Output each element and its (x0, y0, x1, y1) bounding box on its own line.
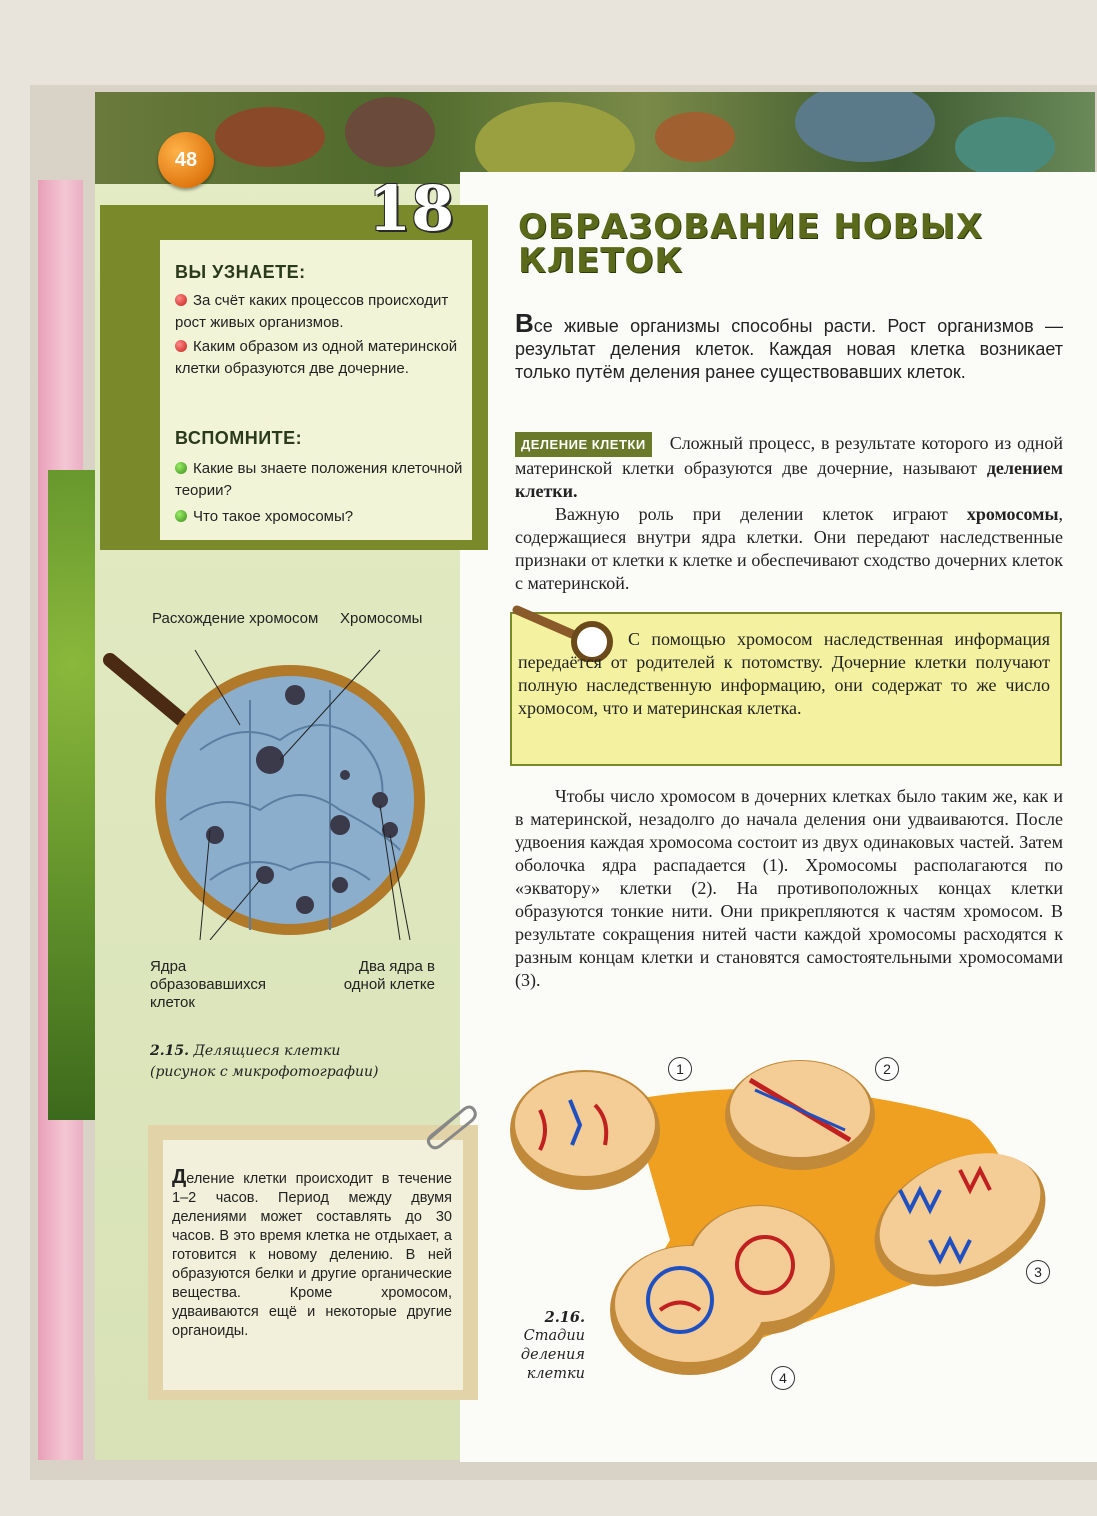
fig-2-16-caption (505, 1308, 585, 1384)
stage-4-cell (610, 1205, 835, 1375)
fig-2-15-caption (150, 1043, 340, 1059)
para2-post: , содержащиеся внутри ядра клетки. Они передают наследственные признаки от клетки к клетке и обеспечивают сходство дочерних клеток с материнской. (515, 504, 1063, 593)
recall-item-1-text: Какие вы знаете положения клеточной теории? (175, 460, 463, 499)
learn-item-2-text: Каким образом из одной материнской клетки образуются две дочерние. (175, 338, 458, 377)
section-tag: ДЕЛЕНИЕ КЛЕТКИ (515, 432, 652, 457)
para2-pre: Важную роль при делении клеток играют (555, 504, 967, 524)
stage-number-1: 1 (668, 1057, 692, 1081)
fig-2-16-line1: Стадии (523, 1328, 585, 1344)
nucleus (296, 896, 314, 914)
nucleus (340, 770, 350, 780)
learn-item-1-text: За счёт каких процессов происходит рост живых организмов. (175, 292, 449, 331)
lead-dropcap: В (515, 308, 534, 338)
microscope-figure (100, 640, 460, 940)
fig-2-16-num: 2.16. (544, 1309, 585, 1326)
recall-heading: ВСПОМНИТЕ: (175, 428, 303, 448)
para1-text: Сложный процесс, в результате которого из одной материнской клетки образуются две дочерние, называют (515, 433, 1063, 478)
learn-item-2 (175, 336, 465, 380)
nucleus (330, 815, 350, 835)
lesson-title (518, 207, 984, 281)
green-bullet-icon (175, 510, 187, 522)
paragraph-3: Чтобы число хромосом в дочерних клетках было таким же, как и в материнской, незадолго до начала деления они удваиваются. После удвоения каждая хромосома состоит из двух одинаковых частей. Затем оболочка ядра распадается (1). Хромосомы располагаются по «экватору» клетки (2). На противоположных концах клетки образуются тонкие нити. Они прикрепляются к частям хромосом. В результате сокращения нитей части каждой хромосомы расходятся к разным концам клетки и становятся самостоятельными хромосомами (3). (515, 786, 1063, 990)
lead-paragraph (515, 308, 1063, 384)
title-line-1: ОБРАЗОВАНИЕ НОВЫХ (518, 207, 984, 247)
recall-item-1 (175, 458, 465, 502)
side-note-text (172, 1168, 452, 1341)
key-info-text-content: С помощью хромосом наследственная информация передаётся от родителей к потомству. Дочерние клетки получают полную наследственную информацию, они содержат то же число хромосом, что и материнская клетка. (518, 629, 1050, 718)
nucleus (332, 877, 348, 893)
paragraph-1 (515, 432, 1063, 503)
red-bullet-icon (175, 294, 187, 306)
key-info-text (518, 628, 1050, 720)
para1-term: делением клетки. (515, 458, 1063, 501)
fig-2-16-line2: деления (520, 1347, 585, 1363)
label-nuclei: Ядра образовавшихся клеток (150, 958, 266, 1011)
fig-2-16-line3: клетки (526, 1366, 585, 1382)
stage-1-cell (510, 1070, 660, 1190)
cell-organelles-banner (95, 92, 1095, 184)
learn-item-1 (175, 290, 465, 334)
label-divergence: Расхождение хромосом (152, 610, 319, 627)
note-body: еление клетки происходит в течение 1–2 часов. Период между двумя делениями может составлять до 30 часов. В это время клетка не отдыхает, а готовится к новому делению. В ней образуются белки и другие органические вещества. Кроме хромосом, удваиваются ещё и некоторые другие органоиды. (172, 1171, 452, 1339)
label-two-nuclei: Два ядра в одной клетке (343, 958, 435, 993)
label-chromosomes: Хромосомы (340, 610, 423, 627)
fig-2-15-caption-line2: (рисунок с микрофотографии) (150, 1064, 379, 1080)
recall-item-2 (175, 506, 465, 528)
lesson-number: 18 (368, 172, 455, 245)
title-line-2: КЛЕТОК (518, 241, 684, 281)
stage-2-cell (725, 1060, 875, 1170)
learn-heading: ВЫ УЗНАЕТЕ: (175, 262, 306, 282)
nucleus (256, 746, 284, 774)
stage-number-3: 3 (1026, 1260, 1050, 1284)
paragraph-2 (515, 503, 1063, 595)
page-number-badge: 48 (158, 132, 214, 188)
para2-term: хромосомы (966, 504, 1059, 524)
stage-number-4: 4 (771, 1366, 795, 1390)
fig-2-15-title: Делящиеся клетки (193, 1043, 341, 1059)
fig-2-15-num: 2.15. (150, 1043, 189, 1059)
stage-number-2: 2 (875, 1057, 899, 1081)
paperclip-icon (418, 1100, 478, 1150)
red-bullet-icon (175, 340, 187, 352)
recall-item-2-text: Что такое хромосомы? (193, 508, 354, 525)
green-bullet-icon (175, 462, 187, 474)
note-dropcap: Д (172, 1166, 187, 1188)
lead-text: се живые организмы способны расти. Рост организмов — результат деления клеток. Каждая новая клетка возникает только путём деления ранее существовавших клеток. (515, 316, 1063, 382)
nucleus (285, 685, 305, 705)
